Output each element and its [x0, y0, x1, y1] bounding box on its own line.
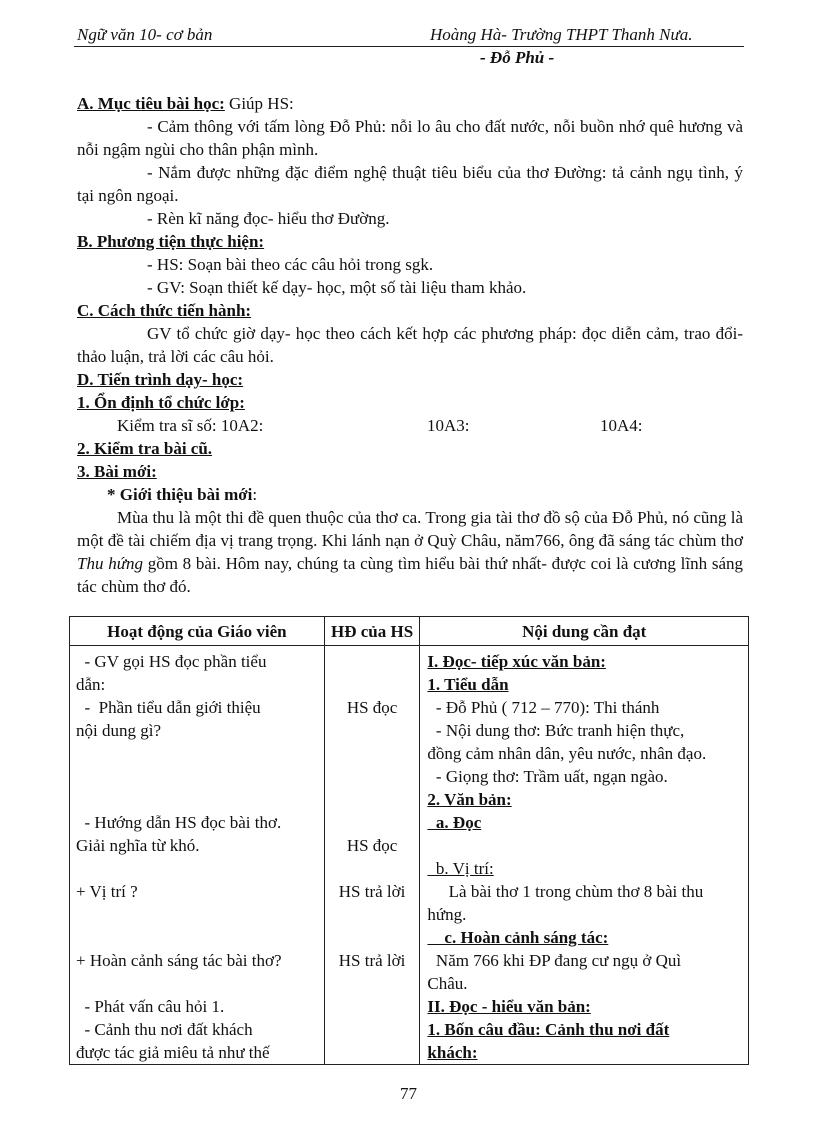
section-a-heading: A. Mục tiêu bài học: — [77, 94, 225, 113]
section-a-lead: Giúp HS: — [224, 94, 294, 113]
section-c-text: GV tổ chức giờ dạy- học theo cách kết hợp các phương pháp: đọc diễn cảm, trao đổi- thảo luận, trả lời các câu hỏi. — [77, 324, 743, 366]
table-row — [70, 646, 749, 1065]
section-d-heading: D. Tiến trình dạy- học: — [77, 370, 244, 389]
student-activity-line — [325, 1018, 420, 1041]
intro-heading: Giới thiệu bài mới — [119, 485, 253, 504]
teacher-activity-line — [76, 903, 318, 926]
teacher-activity-line: + Vị trí ? — [76, 882, 138, 901]
section-c-heading: C. Cách thức tiến hành: — [77, 301, 252, 320]
content-line: 2. Văn bản: — [427, 790, 512, 809]
teacher-activity-line — [76, 742, 318, 765]
content-line: I. Đọc- tiếp xúc văn bản: — [427, 652, 606, 671]
step-3-heading: 3. Bài mới: — [77, 462, 157, 481]
teacher-activity-line: Giải nghĩa từ khó. — [76, 836, 200, 855]
teacher-activity-cell — [70, 646, 325, 1065]
objective-item: - Rèn kĩ năng đọc- hiểu thơ Đường. — [147, 209, 390, 228]
roll-call-row — [77, 414, 743, 437]
intro-heading-line — [77, 483, 743, 506]
content-line: khách: — [427, 1043, 478, 1062]
intro-colon: : — [252, 485, 258, 504]
content-line: b. Vị trí: — [427, 859, 494, 878]
student-activity-line — [325, 972, 420, 995]
student-activity-line: HS đọc — [346, 698, 398, 717]
intro-paragraph — [77, 506, 743, 598]
class-10a4: 10A4: — [600, 416, 643, 435]
content-line: - Giọng thơ: Trầm uất, ngạn ngào. — [427, 767, 668, 786]
student-activity-line — [325, 926, 420, 949]
intro-text-2: gồm 8 bài. Hôm nay, chúng ta cùng tìm hiểu bài thứ nhất- được coi là cương lĩnh sáng tác chùm thơ đó. — [77, 554, 743, 596]
student-activity-line — [325, 673, 420, 696]
content-line: hứng. — [427, 905, 467, 924]
objective-item: - Nắm được những đặc điểm nghệ thuật tiêu biểu của thơ Đường: tả cảnh ngụ tình, ý tại ngôn ngoại. — [77, 163, 743, 205]
teacher-activity-line: nội dung gì? — [76, 721, 161, 740]
content-line: c. Hoàn cảnh sáng tác: — [427, 928, 609, 947]
student-activity-line — [325, 765, 420, 788]
student-activity-line — [325, 650, 420, 673]
teacher-activity-line: - Cảnh thu nơi đất khách — [76, 1020, 253, 1039]
content-line: Năm 766 khi ĐP đang cư ngụ ở Quì — [427, 951, 682, 970]
student-activity-line: HS trả lời — [338, 882, 406, 901]
student-activity-line — [325, 742, 420, 765]
teacher-activity-line: + Hoàn cảnh sáng tác bài thơ? — [76, 951, 282, 970]
lesson-activity-table — [69, 616, 749, 1065]
student-activity-cell — [324, 646, 420, 1065]
section-a-title — [77, 92, 743, 115]
student-activity-line — [325, 1041, 420, 1064]
lesson-plan-body — [77, 92, 743, 598]
teacher-activity-line — [76, 926, 318, 949]
teacher-activity-line: - Phát vấn câu hỏi 1. — [76, 997, 225, 1016]
content-line — [427, 834, 744, 857]
teacher-activity-line: được tác giả miêu tả như thế — [76, 1043, 270, 1062]
content-line: 1. Bốn câu đầu: Cảnh thu nơi đất — [427, 1020, 670, 1039]
step-1-heading: 1. Ổn định tổ chức lớp: — [77, 393, 245, 412]
content-line: đồng cảm nhân dân, yêu nước, nhân đạo. — [427, 744, 707, 763]
content-line: 1. Tiểu dẫn — [427, 675, 509, 694]
content-line: Châu. — [427, 974, 468, 993]
teacher-activity-line — [76, 972, 318, 995]
teacher-activity-line — [76, 857, 318, 880]
student-activity-line — [325, 857, 420, 880]
table-header-row — [70, 617, 749, 646]
teacher-activity-line — [76, 765, 318, 788]
header-subtitle: - Đỗ Phủ - — [480, 48, 555, 67]
student-activity-line — [325, 903, 420, 926]
content-line: II. Đọc - hiểu văn bản: — [427, 997, 591, 1016]
teacher-activity-line: - Hướng dẫn HS đọc bài thơ. — [76, 813, 282, 832]
content-line: - Nội dung thơ: Bức tranh hiện thực, — [427, 721, 685, 740]
objective-item: - Cảm thông với tấm lòng Đỗ Phủ: nỗi lo âu cho đất nước, nỗi buồn nhớ quê hương và nỗi ngậm ngùi cho thân phận mình. — [77, 117, 743, 159]
student-activity-line — [325, 719, 420, 742]
section-b-heading: B. Phương tiện thực hiện: — [77, 232, 265, 251]
resource-item: - HS: Soạn bài theo các câu hỏi trong sgk. — [147, 255, 434, 274]
content-line: a. Đọc — [427, 813, 482, 832]
resource-item: - GV: Soạn thiết kế dạy- học, một số tài liệu tham khảo. — [147, 278, 527, 297]
student-activity-line — [325, 811, 420, 834]
intro-poem-title: Thu hứng — [77, 554, 143, 573]
student-activity-line — [325, 995, 420, 1018]
header-course: Ngữ văn 10- cơ bản — [77, 25, 213, 44]
teacher-activity-line: - GV gọi HS đọc phần tiểu — [76, 652, 267, 671]
teacher-activity-line — [76, 788, 318, 811]
roll-call-label: Kiểm tra sĩ số: 10A2: — [117, 416, 264, 435]
teacher-activity-line: dẫn: — [76, 675, 106, 694]
student-activity-line: HS trả lời — [338, 951, 406, 970]
content-line: Là bài thơ 1 trong chùm thơ 8 bài thu — [427, 882, 704, 901]
intro-text-1: Mùa thu là một thi đề quen thuộc của thơ ca. Trong gia tài thơ đồ sộ của Đỗ Phủ, nó cũng là một đề tài chiếm địa vị trang trọng. Khi lánh nạn ở Quỳ Châu, năm766, ông đã sáng tác chùm thơ — [77, 508, 743, 550]
content-cell — [420, 646, 749, 1065]
header-author: Hoàng Hà- Trường THPT Thanh Nưa. — [430, 25, 693, 44]
step-2-heading: 2. Kiểm tra bài cũ. — [77, 439, 213, 458]
teacher-activity-line: - Phần tiểu dẫn giới thiệu — [76, 698, 261, 717]
col-header-teacher: Hoạt động của Giáo viên — [70, 617, 325, 646]
col-header-content: Nội dung cần đạt — [420, 617, 749, 646]
class-10a3: 10A3: — [427, 416, 470, 435]
intro-star: * — [107, 485, 120, 504]
student-activity-line: HS đọc — [346, 836, 398, 855]
col-header-student: HĐ của HS — [324, 617, 420, 646]
page-number: 77 — [400, 1084, 417, 1103]
student-activity-line — [325, 788, 420, 811]
content-line: - Đỗ Phủ ( 712 – 770): Thi thánh — [427, 698, 660, 717]
header-rule — [74, 46, 744, 47]
